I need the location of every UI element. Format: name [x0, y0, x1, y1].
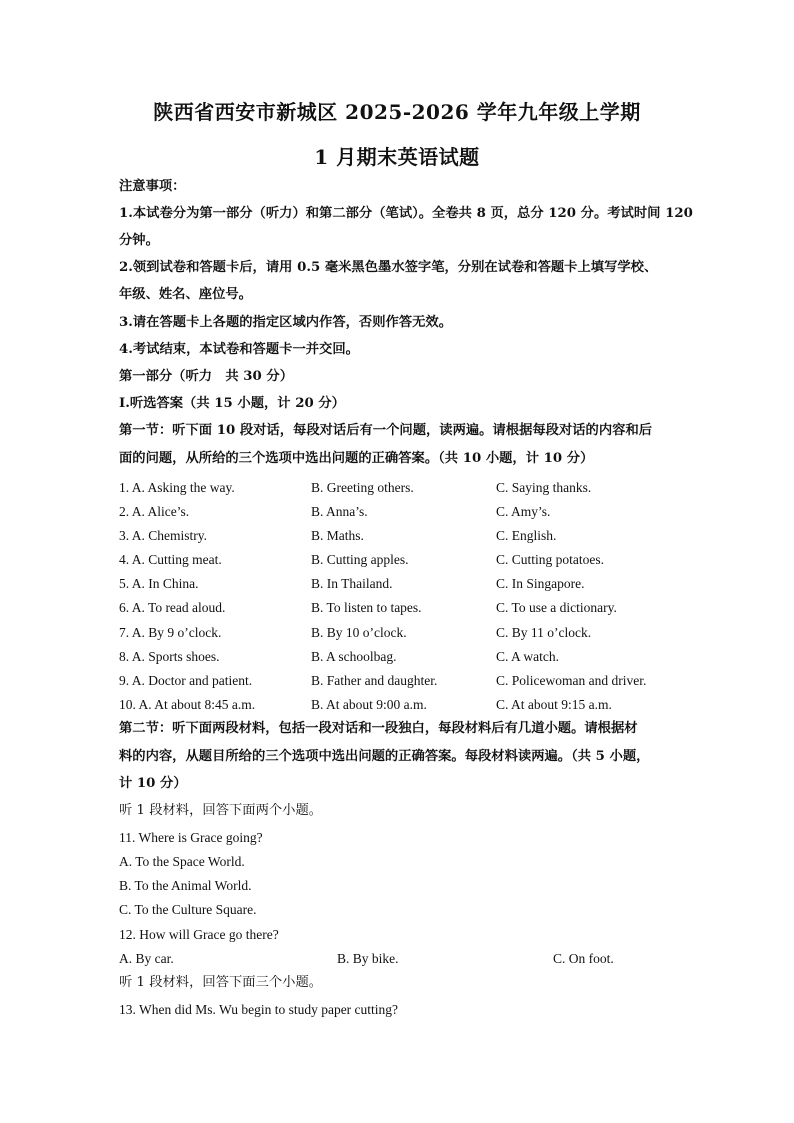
option-b: B. Maths.: [311, 528, 364, 543]
option-c: C. English.: [496, 528, 557, 543]
option-b: B. At about 9:00 a.m.: [311, 697, 427, 712]
note-2-line1: 2.领到试卷和答题卡后，请用 0.5 毫米黑色墨水签字笔，分别在试卷和答题卡上填写学校、: [119, 260, 658, 275]
option-a: 10. A. At about 8:45 a.m.: [119, 697, 256, 712]
subsection1-instructions-line1: 第一节：听下面 10 段对话，每段对话后有一个问题，读两遍。请根据每段对话的内容和后: [119, 423, 653, 438]
option-a: 1. A. Asking the way.: [119, 480, 235, 495]
note-3: 3.请在答题卡上各题的指定区域内作答，否则作答无效。: [119, 315, 453, 330]
option-c: C. Cutting potatoes.: [496, 552, 604, 567]
question-12-option-a: A. By car.: [119, 951, 174, 966]
subsection2-instructions-line2: 料的内容，从题目所给的三个选项中选出问题的正确答案。每段材料读两遍。（共 5 小题，: [119, 749, 650, 764]
subsection2-instructions-line3: 计 10 分）: [119, 776, 187, 791]
material-2-intro: 听 1 段材料，回答下面三个小题。: [119, 975, 323, 990]
option-c: C. In Singapore.: [496, 576, 585, 591]
option-c: C. By 11 o’clock.: [496, 625, 592, 640]
option-c: C. To use a dictionary.: [496, 600, 617, 615]
section1-heading: Ⅰ.听选答案（共 15 小题，计 20 分）: [119, 396, 345, 411]
option-c: C. Saying thanks.: [496, 480, 592, 495]
part1-heading: 第一部分（听力 共 30 分）: [119, 369, 294, 384]
question-11-option-c: C. To the Culture Square.: [119, 902, 257, 917]
option-a: 5. A. In China.: [119, 576, 199, 591]
subsection1-instructions-line2: 面的问题，从所给的三个选项中选出问题的正确答案。（共 10 小题，计 10 分）: [119, 451, 594, 466]
option-b: B. Anna’s.: [311, 504, 368, 519]
exam-title-line1: 陕西省西安市新城区 2025-2026 学年九年级上学期: [153, 100, 641, 124]
option-b: B. Cutting apples.: [311, 552, 409, 567]
question-12-option-b: B. By bike.: [337, 951, 399, 966]
material-1-intro: 听 1 段材料，回答下面两个小题。: [119, 803, 323, 818]
option-b: B. In Thailand.: [311, 576, 393, 591]
note-1-line2: 分钟。: [119, 233, 159, 248]
option-c: C. A watch.: [496, 649, 559, 664]
option-b: B. By 10 o’clock.: [311, 625, 407, 640]
option-a: 6. A. To read aloud.: [119, 600, 226, 615]
subsection2-instructions-line1: 第二节：听下面两段材料，包括一段对话和一段独白，每段材料后有几道小题。请根据材: [119, 721, 638, 736]
option-a: 8. A. Sports shoes.: [119, 649, 220, 664]
option-a: 9. A. Doctor and patient.: [119, 673, 253, 688]
question-12-stem: 12. How will Grace go there?: [119, 927, 279, 942]
notes-heading: 注意事项：: [119, 179, 186, 194]
option-b: B. To listen to tapes.: [311, 600, 422, 615]
option-c: C. At about 9:15 a.m.: [496, 697, 612, 712]
question-11-option-b: B. To the Animal World.: [119, 878, 252, 893]
option-a: 4. A. Cutting meat.: [119, 552, 222, 567]
option-b: B. A schoolbag.: [311, 649, 397, 664]
option-c: C. Amy’s.: [496, 504, 551, 519]
option-a: 2. A. Alice’s.: [119, 504, 190, 519]
question-13-stem: 13. When did Ms. Wu begin to study paper cutting?: [119, 1002, 399, 1017]
option-b: B. Greeting others.: [311, 480, 414, 495]
note-2-line2: 年级、姓名、座位号。: [119, 287, 252, 302]
option-a: 7. A. By 9 o’clock.: [119, 625, 222, 640]
option-b: B. Father and daughter.: [311, 673, 438, 688]
question-11-option-a: A. To the Space World.: [119, 854, 245, 869]
note-1-line1: 1.本试卷分为第一部分（听力）和第二部分（笔试）。全卷共 8 页，总分 120 分。考试时间 120: [119, 206, 693, 221]
question-12-option-c: C. On foot.: [553, 951, 614, 966]
note-4: 4.考试结束，本试卷和答题卡一并交回。: [119, 342, 359, 357]
question-11-stem: 11. Where is Grace going?: [119, 830, 263, 845]
option-c: C. Policewoman and driver.: [496, 673, 647, 688]
exam-title-line2: 1 月期末英语试题: [314, 145, 480, 169]
option-a: 3. A. Chemistry.: [119, 528, 208, 543]
